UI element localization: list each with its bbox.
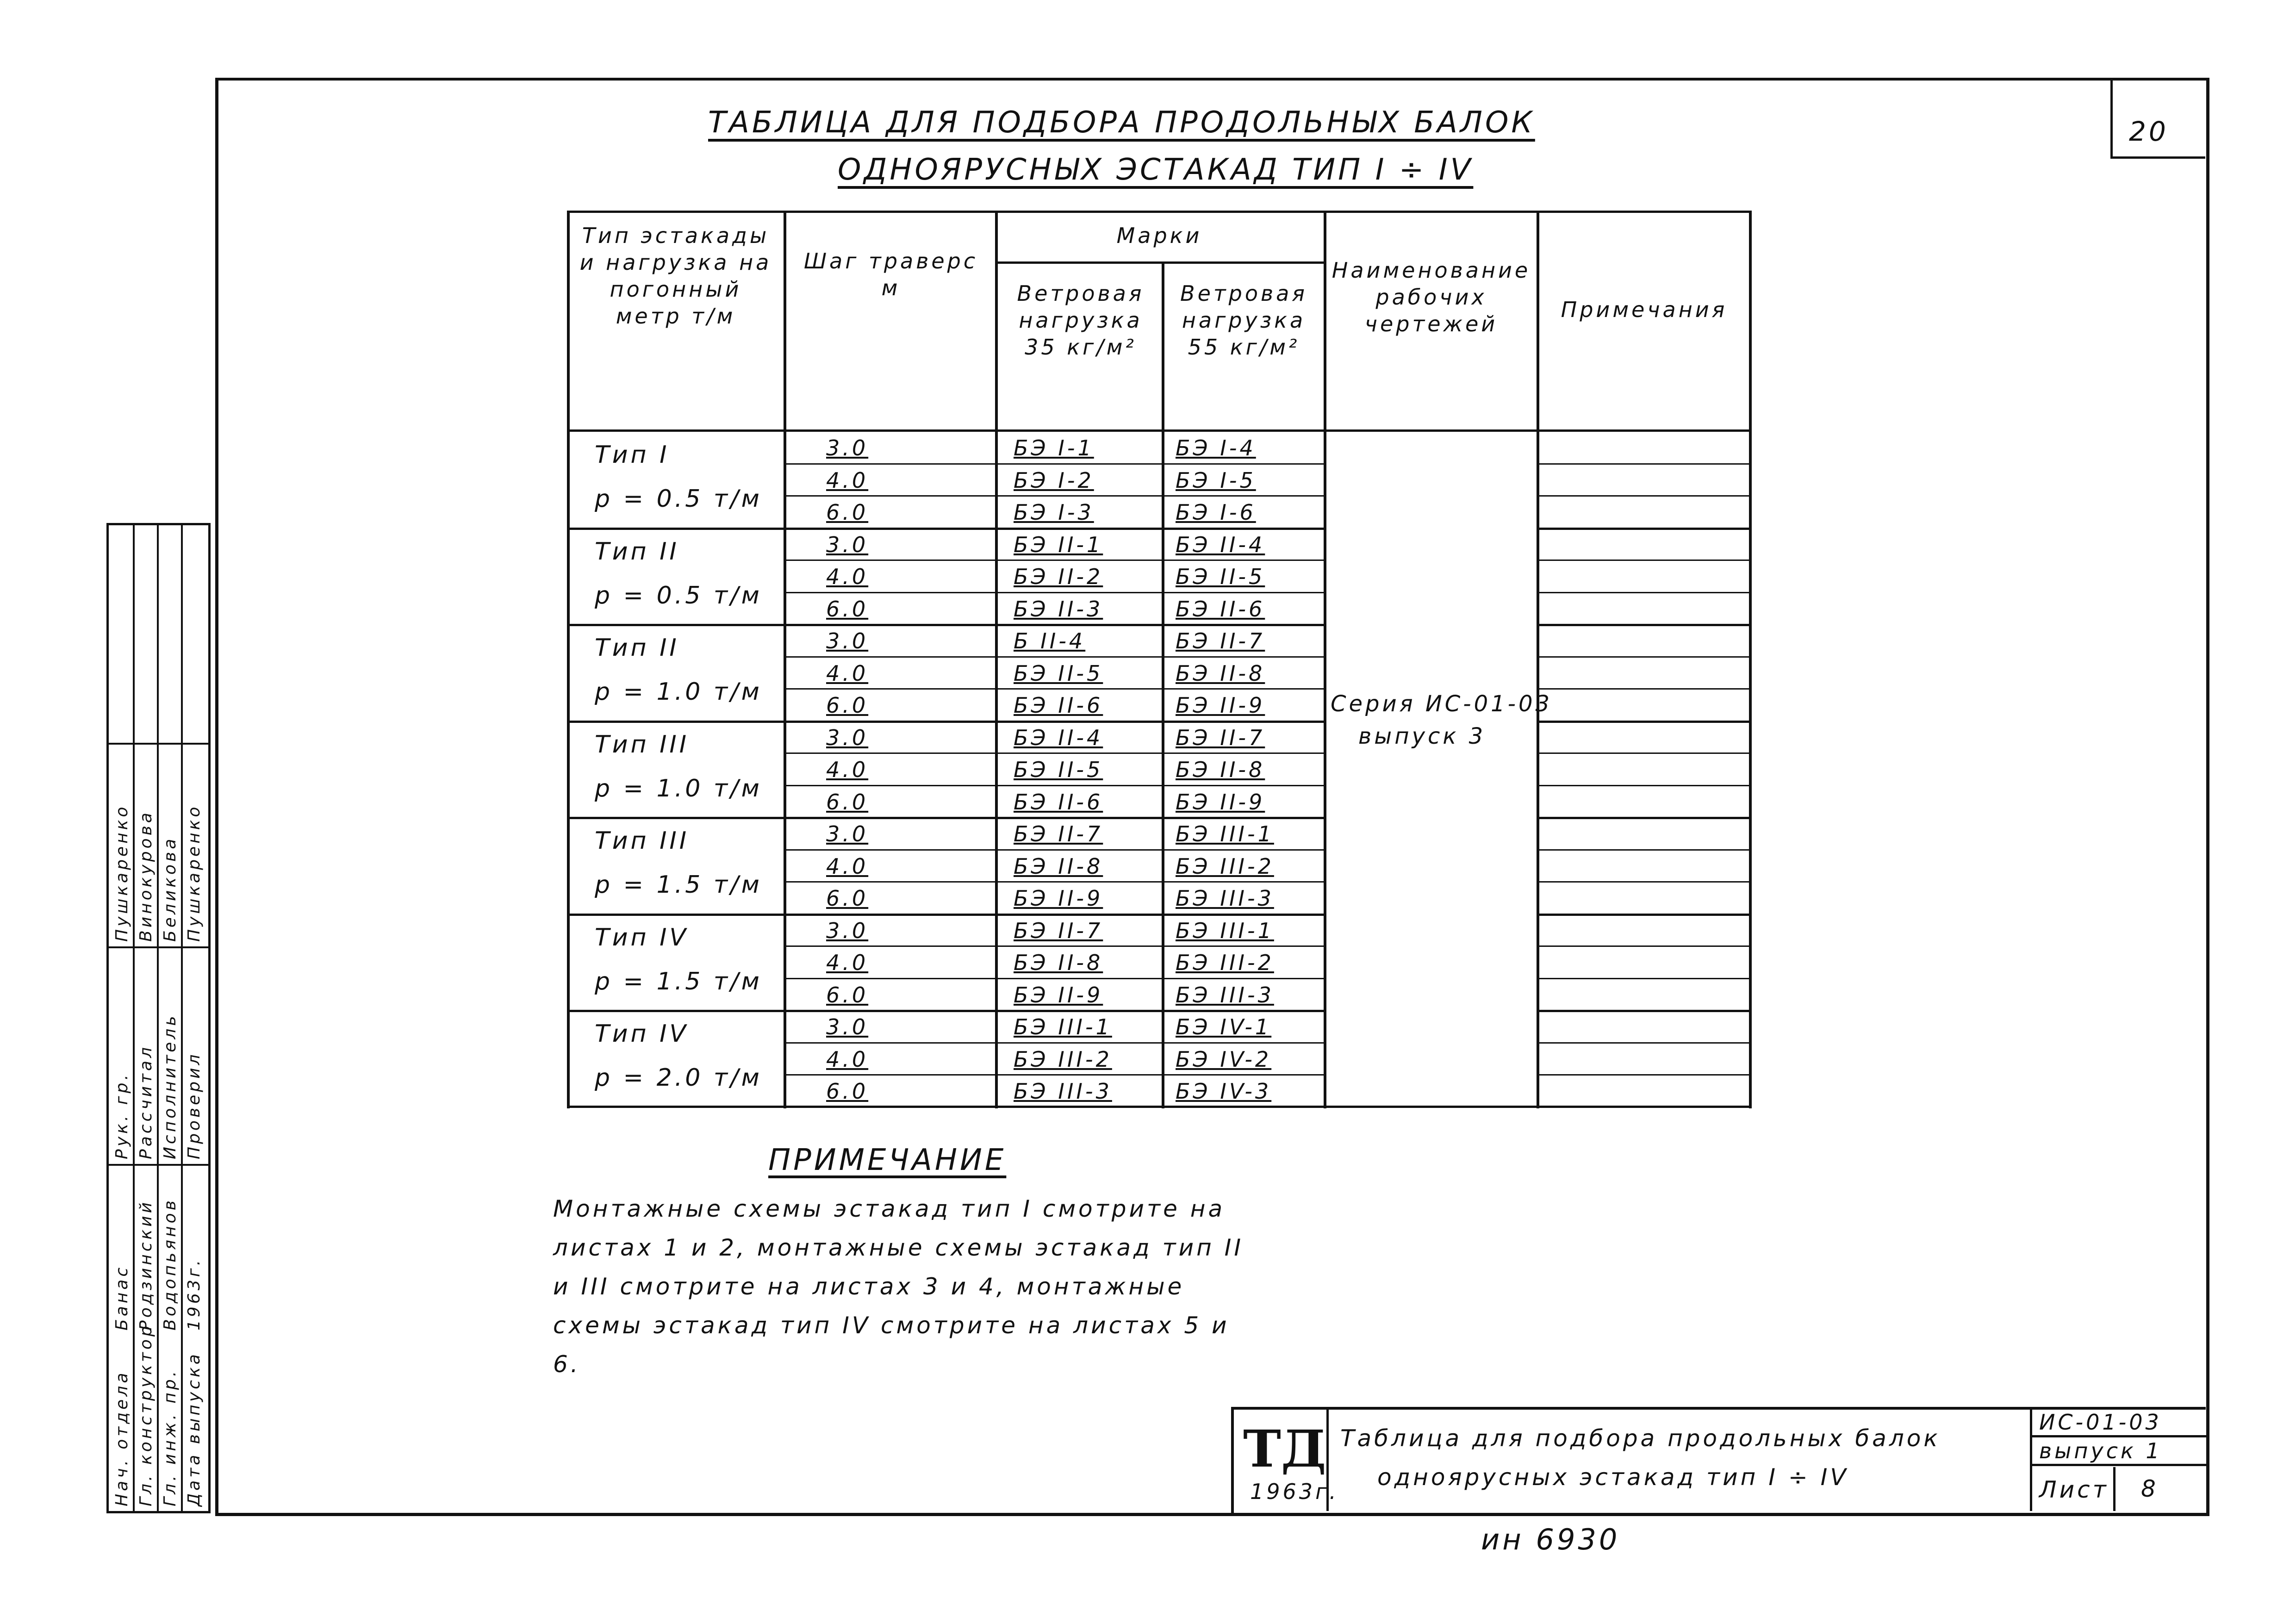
row-line — [784, 688, 1326, 690]
cell-mark-35: БЭ III-1 — [1014, 1014, 1112, 1039]
stamp-name: Пушкаренко — [112, 804, 131, 942]
sheet-value: 8 — [2141, 1475, 2159, 1502]
cell-step: 4.0 — [826, 660, 869, 686]
cell-mark-55: БЭ III-3 — [1176, 886, 1274, 911]
cell-step: 3.0 — [826, 821, 869, 846]
group-load: р = 1.0 т/м — [595, 774, 762, 802]
cell-mark-55: БЭ III-2 — [1176, 950, 1274, 975]
cell-step: 6.0 — [826, 982, 869, 1007]
approval-stamp — [106, 523, 211, 1513]
cell-mark-35: БЭ II-9 — [1014, 982, 1103, 1007]
cell-mark-55: БЭ II-8 — [1176, 660, 1265, 686]
group-load: р = 0.5 т/м — [595, 485, 762, 513]
table-divider — [1162, 261, 1164, 1108]
stamp-role: Нач. отдела — [112, 1370, 131, 1506]
cell-mark-55: БЭ II-7 — [1176, 628, 1265, 653]
cell-mark-55: БЭ III-1 — [1176, 821, 1274, 846]
drawings-issue: выпуск 3 — [1358, 723, 1486, 749]
row-line — [567, 624, 1326, 626]
stamp-role: Исполнитель — [161, 1013, 180, 1159]
cell-step: 4.0 — [826, 564, 869, 589]
cell-mark-55: БЭ IV-1 — [1176, 1014, 1272, 1039]
cell-mark-35: БЭ II-4 — [1014, 725, 1103, 750]
sheet-separator — [2113, 1467, 2116, 1511]
stamp-divider — [109, 1164, 208, 1166]
row-line — [1537, 752, 1752, 754]
cell-mark-35: БЭ II-9 — [1014, 886, 1103, 911]
row-line — [1537, 528, 1752, 530]
cell-mark-35: БЭ II-8 — [1014, 950, 1103, 975]
stamp-divider — [157, 525, 159, 1511]
header-step: Шаг траверс м — [803, 249, 978, 300]
cell-mark-35: Б II-4 — [1014, 628, 1086, 653]
cell-step: 6.0 — [826, 693, 869, 718]
cell-step: 4.0 — [826, 950, 869, 975]
row-line — [784, 592, 1326, 593]
row-line — [567, 1010, 1326, 1012]
row-line — [1537, 721, 1752, 723]
table-divider — [784, 211, 786, 1108]
row-line — [784, 1042, 1326, 1044]
cell-mark-55: БЭ III-1 — [1176, 918, 1274, 943]
header-wind-55: Ветровая нагрузка 55 кг/м² — [1180, 281, 1307, 360]
page-title: ТАБЛИЦА ДЛЯ ПОДБОРА ПРОДОЛЬНЫХ БАЛОК — [708, 106, 1535, 140]
row-line — [784, 1074, 1326, 1076]
title-block-name-line1: Таблица для подбора продольных балок — [1340, 1425, 1941, 1452]
row-line — [1537, 1042, 1752, 1044]
table-border-bottom — [567, 1106, 1752, 1108]
row-line — [1537, 688, 1752, 690]
group-load: р = 2.0 т/м — [595, 1064, 762, 1092]
group-type: Тип IV — [595, 1020, 689, 1048]
row-line — [784, 945, 1326, 947]
cell-mark-35: БЭ III-2 — [1014, 1046, 1112, 1072]
row-line — [567, 721, 1326, 723]
cell-mark-55: БЭ I-6 — [1176, 500, 1256, 525]
cell-mark-35: БЭ II-2 — [1014, 564, 1103, 589]
stamp-role: Рассчитал — [137, 1044, 156, 1159]
cell-step: 3.0 — [826, 725, 869, 750]
cell-mark-55: БЭ II-6 — [1176, 596, 1265, 622]
row-line — [1537, 656, 1752, 658]
cell-mark-55: БЭ II-4 — [1176, 532, 1265, 557]
cell-mark-35: БЭ II-3 — [1014, 596, 1103, 622]
cell-mark-55: БЭ IV-3 — [1176, 1079, 1272, 1104]
cell-mark-35: БЭ III-3 — [1014, 1079, 1112, 1104]
note-title: ПРИМЕЧАНИЕ — [768, 1143, 1007, 1177]
row-line — [567, 817, 1326, 819]
cell-mark-55: БЭ I-4 — [1176, 435, 1256, 460]
cell-mark-35: БЭ II-5 — [1014, 660, 1103, 686]
table-divider — [1537, 211, 1539, 1108]
row-line — [784, 752, 1326, 754]
row-line — [784, 656, 1326, 658]
cell-mark-35: БЭ II-7 — [1014, 918, 1103, 943]
cell-mark-55: БЭ II-5 — [1176, 564, 1265, 589]
group-load: р = 1.5 т/м — [595, 967, 762, 995]
row-line — [1537, 945, 1752, 947]
stamp-role: Гл. инж. пр. — [161, 1368, 180, 1506]
group-type: Тип I — [595, 441, 670, 469]
cell-mark-35: БЭ II-6 — [1014, 789, 1103, 815]
sheet-number: 20 — [2129, 116, 2169, 147]
row-line — [784, 849, 1326, 851]
row-line — [1537, 914, 1752, 916]
cell-step: 3.0 — [826, 435, 869, 460]
title-block-name-line2: одноярусных эстакад тип I ÷ IV — [1377, 1464, 1849, 1491]
note-body: Монтажные схемы эстакад тип I смотрите на листах 1 и 2, монтажные схемы эстакад тип II и III смотрите на листах 3 и 4, монтажные схемы эстакад тип IV смотрите на листах 5 и 6. — [553, 1195, 1244, 1378]
cell-mark-55: БЭ II-7 — [1176, 725, 1265, 750]
row-line — [1537, 817, 1752, 819]
drawings-series: Серия ИС-01-03 — [1331, 691, 1553, 717]
stamp-name: Винокурова — [137, 810, 156, 942]
beam-selection-table — [567, 211, 1752, 1108]
stamp-role: Проверил — [185, 1051, 204, 1159]
table-border-left — [567, 211, 570, 1108]
group-load: р = 1.5 т/м — [595, 871, 762, 899]
cell-step: 3.0 — [826, 628, 869, 653]
group-load: р = 1.0 т/м — [595, 678, 762, 706]
cell-step: 6.0 — [826, 886, 869, 911]
title-block-name — [1340, 1419, 1965, 1497]
row-line — [1537, 785, 1752, 786]
row-line — [1537, 560, 1752, 561]
row-line — [1537, 624, 1752, 626]
row-line — [784, 881, 1326, 883]
group-type: Тип IV — [595, 923, 689, 951]
title-block — [1231, 1407, 2206, 1514]
cell-step: 3.0 — [826, 918, 869, 943]
header-type: Тип эстакады и нагрузка на погонный метр т/м — [579, 223, 772, 329]
stamp-name: Банас — [112, 1264, 131, 1331]
stamp-name: 1963г. — [185, 1257, 204, 1331]
page-subtitle: ОДНОЯРУСНЫХ ЭСТАКАД ТИП I ÷ IV — [838, 153, 1474, 187]
stamp-name: Беликова — [161, 836, 180, 942]
header-notes: Примечания — [1561, 297, 1728, 322]
row-line — [1537, 881, 1752, 883]
table-border-top — [567, 211, 1752, 213]
stamp-divider — [133, 525, 135, 1511]
table-border-right — [1749, 211, 1752, 1108]
row-line — [567, 528, 1326, 530]
stamp-role: Дата выпуска — [185, 1351, 204, 1506]
header-drawings: Наименование рабочих чертежей — [1332, 258, 1531, 336]
cell-mark-35: БЭ II-5 — [1014, 757, 1103, 782]
cell-step: 4.0 — [826, 757, 869, 782]
cell-step: 6.0 — [826, 596, 869, 622]
group-type: Тип II — [595, 537, 679, 566]
group-type: Тип III — [595, 730, 690, 759]
inventory-number: ин 6930 — [1481, 1523, 1620, 1556]
stamp-divider — [109, 743, 208, 745]
cell-mark-35: БЭ I-1 — [1014, 435, 1094, 460]
cell-mark-55: БЭ I-5 — [1176, 467, 1256, 493]
row-line — [784, 785, 1326, 786]
group-type: Тип III — [595, 827, 690, 855]
cell-mark-55: БЭ III-3 — [1176, 982, 1274, 1007]
group-load: р = 0.5 т/м — [595, 581, 762, 609]
stamp-name: Водопьянов — [161, 1198, 180, 1331]
header-marks: Марки — [1116, 223, 1202, 248]
row-line — [1537, 849, 1752, 851]
row-line — [1537, 1074, 1752, 1076]
title-block-codes — [2030, 1410, 2208, 1511]
td-logo: ТД — [1243, 1419, 1326, 1479]
cell-step: 6.0 — [826, 500, 869, 525]
issue-code: выпуск 1 — [2032, 1438, 2208, 1466]
sheet-label: Лист — [2039, 1476, 2109, 1503]
cell-step: 3.0 — [826, 532, 869, 557]
sheet-cell — [2032, 1467, 2208, 1511]
cell-mark-35: БЭ II-6 — [1014, 693, 1103, 718]
row-line — [784, 560, 1326, 561]
cell-step: 3.0 — [826, 1014, 869, 1039]
logo-box — [1234, 1410, 1339, 1511]
row-line — [784, 978, 1326, 979]
cell-step: 6.0 — [826, 1079, 869, 1104]
cell-mark-35: БЭ I-3 — [1014, 500, 1094, 525]
cell-mark-55: БЭ III-2 — [1176, 853, 1274, 879]
stamp-role: Гл. конструктор — [137, 1323, 156, 1506]
header-bottom-line — [567, 429, 1752, 432]
stamp-name: Родзинский — [137, 1199, 156, 1331]
cell-step: 4.0 — [826, 1046, 869, 1072]
title-block-year: 1963г. — [1250, 1479, 1339, 1504]
table-divider — [1324, 211, 1326, 1108]
cell-mark-35: БЭ II-1 — [1014, 532, 1103, 557]
stamp-role: Рук. гр. — [112, 1072, 131, 1159]
row-line — [1537, 1010, 1752, 1012]
cell-step: 4.0 — [826, 467, 869, 493]
row-line — [1537, 495, 1752, 497]
cell-mark-55: БЭ IV-2 — [1176, 1046, 1272, 1072]
row-line — [784, 463, 1326, 465]
cell-mark-55: БЭ II-8 — [1176, 757, 1265, 782]
cell-mark-55: БЭ II-9 — [1176, 789, 1265, 815]
row-line — [1537, 463, 1752, 465]
group-type: Тип II — [595, 634, 679, 662]
cell-mark-35: БЭ II-8 — [1014, 853, 1103, 879]
row-line — [567, 914, 1326, 916]
row-line — [1537, 592, 1752, 593]
row-line — [784, 495, 1326, 497]
stamp-divider — [181, 525, 183, 1511]
row-line — [1537, 978, 1752, 979]
cell-mark-55: БЭ II-9 — [1176, 693, 1265, 718]
header-wind-35: Ветровая нагрузка 35 кг/м² — [1017, 281, 1145, 360]
marks-subheader-line — [995, 261, 1326, 264]
stamp-divider — [109, 946, 208, 948]
cell-mark-35: БЭ I-2 — [1014, 467, 1094, 493]
stamp-name: Пушкаренко — [185, 804, 204, 942]
cell-mark-35: БЭ II-7 — [1014, 821, 1103, 846]
cell-step: 6.0 — [826, 789, 869, 815]
table-divider — [995, 211, 998, 1108]
cell-step: 4.0 — [826, 853, 869, 879]
series-code: ИС-01-03 — [2032, 1410, 2208, 1437]
